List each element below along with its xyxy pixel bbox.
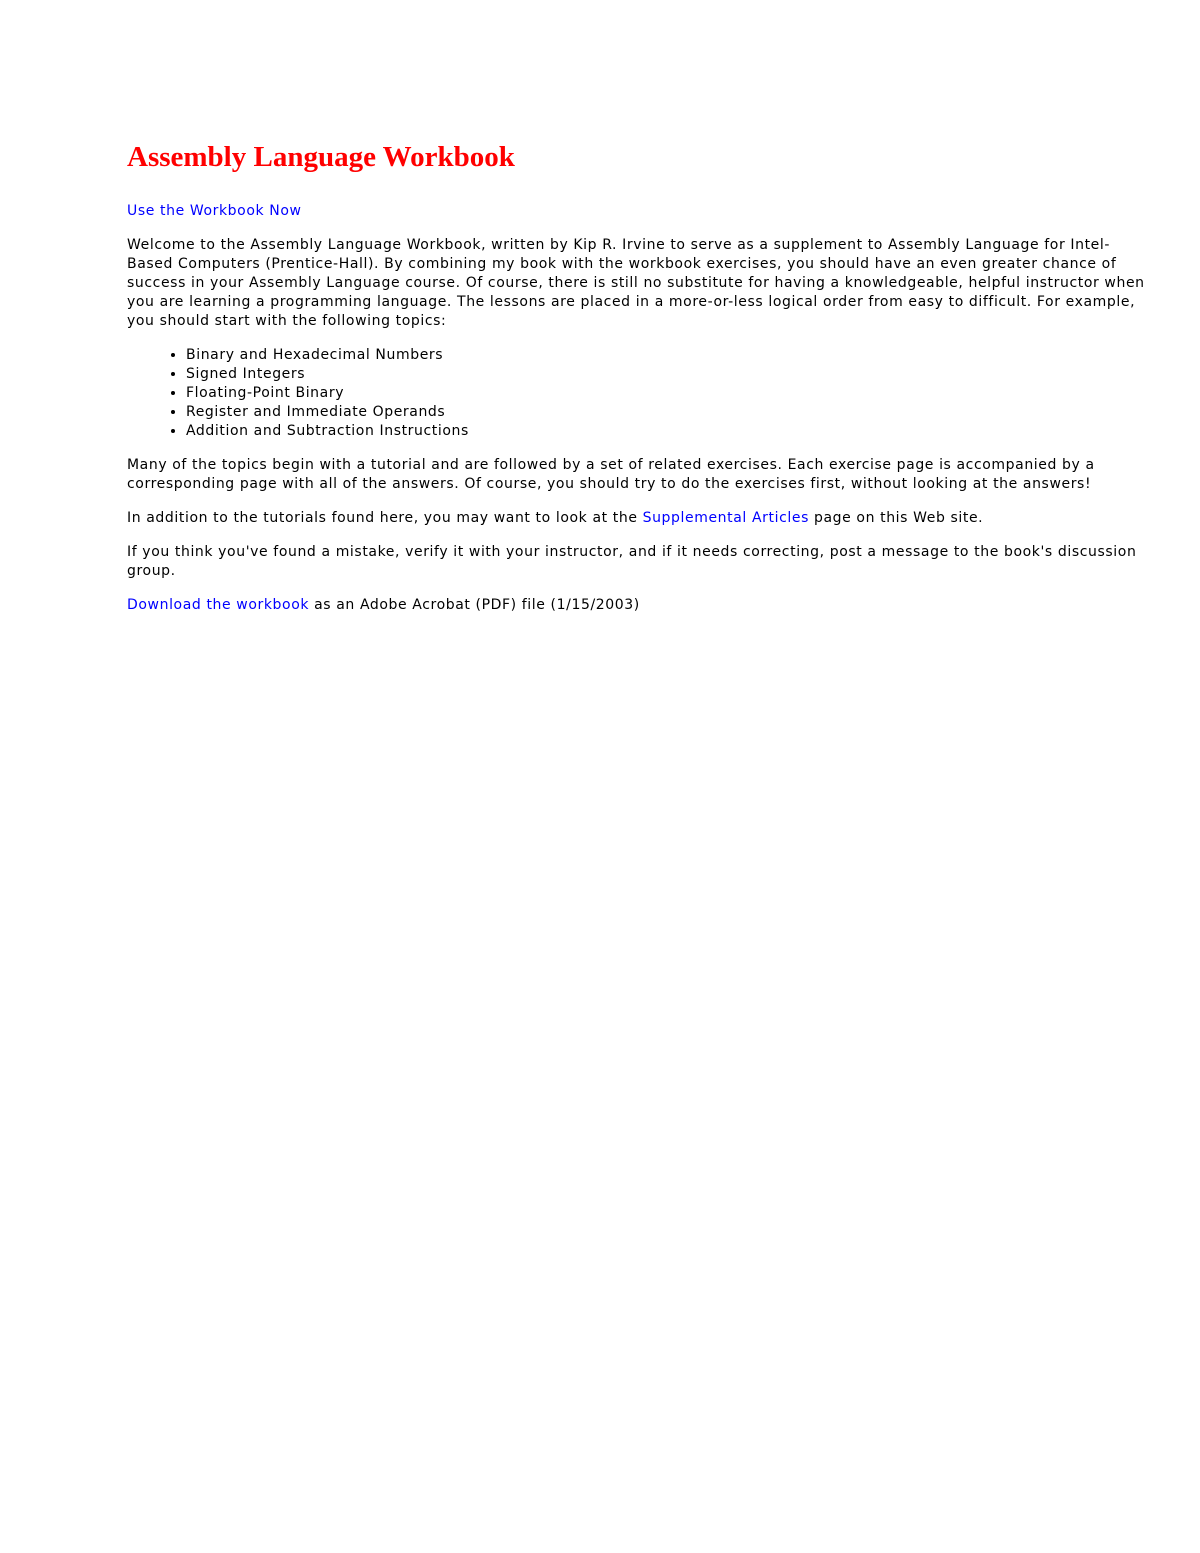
mistake-paragraph: If you think you've found a mistake, verify it with your instructor, and if it needs correcting, post a message to the book's discussion group. (127, 544, 1137, 579)
page-title: Assembly Language Workbook (127, 141, 515, 173)
list-item: • Floating-Point Binary (186, 384, 1149, 403)
supplemental-paragraph (127, 509, 1149, 528)
supplemental-text-after: page on this Web site. (808, 510, 984, 526)
topics-list (127, 346, 1149, 441)
tutorials-paragraph: Many of the topics begin with a tutorial and are followed by a set of related exercises. Each exercise page is accompanied by a corresponding page with all of the answers. Of course, you should try to do the exercises first, without looking at the answers! (127, 457, 1095, 492)
list-item: • Register and Immediate Operands (186, 403, 1149, 422)
use-workbook-now-link[interactable]: Use the Workbook Now (127, 203, 302, 219)
list-item: • Addition and Subtraction Instructions (186, 422, 1149, 441)
list-item: • Binary and Hexadecimal Numbers (186, 346, 1149, 365)
download-note: as an Adobe Acrobat (PDF) file (1/15/2003) (309, 597, 640, 613)
supplemental-articles-link[interactable]: Supplemental Articles (642, 510, 809, 526)
intro-paragraph: Welcome to the Assembly Language Workbook, written by Kip R. Irvine to serve as a supplement to Assembly Language for Intel-Based Computers (Prentice-Hall). By combining my book with the workbook exercises, you should have an even greater chance of success in your Assembly Language course. Of course, there is still no substitute for having a knowledgeable, helpful instructor when you are learning a programming language. The lessons are placed in a more-or-less logical order from easy to difficult. For example, you should start with the following topics: (127, 237, 1145, 329)
use-now-paragraph (127, 202, 1149, 221)
document-page (127, 138, 1149, 630)
supplemental-text-before: In addition to the tutorials found here, you may want to look at the (127, 510, 643, 526)
download-workbook-link[interactable]: Download the workbook (127, 597, 310, 613)
list-item: • Signed Integers (186, 365, 1149, 384)
download-paragraph (127, 596, 1149, 615)
